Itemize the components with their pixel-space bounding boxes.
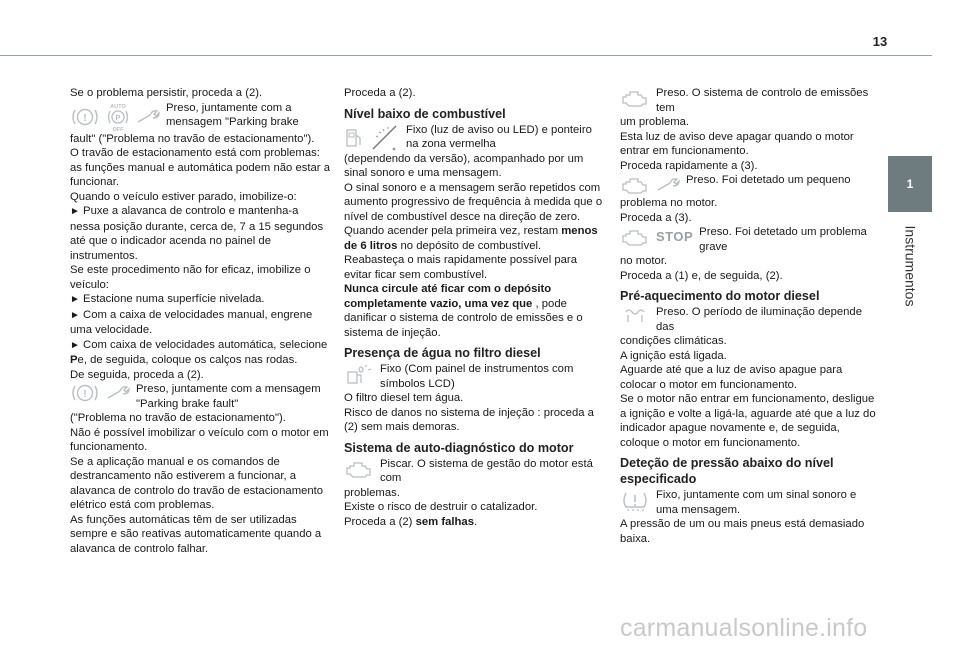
warning-row-minor-engine-fault (620, 173, 880, 196)
water-in-diesel-filter-icon (344, 363, 374, 387)
chapter-tab[interactable]: 1 (888, 156, 932, 212)
paragraph: Se a aplicação manual e os comandos de destrancamento não estiverem a funcionar, a alavanca de controlo do travão de estacionamento elétrico está com problemas. (70, 455, 324, 511)
bullet-item: ► Com caixa de velocidades automática, selecione Pe, de seguida, coloque os calços nas rodas. (70, 338, 328, 366)
warning-row-serious-engine-fault (620, 225, 880, 254)
paragraph: A pressão de um ou mais pneus está demasiado baixa. (620, 518, 865, 545)
column-2 (344, 86, 604, 529)
warning-row-parking-brake-fault (70, 101, 330, 132)
paragraph: Se o problema persistir, proceda a (2). (70, 87, 263, 99)
paragraph: Proceda a (2). (344, 87, 416, 99)
paragraph: problemas. (344, 486, 400, 499)
section-heading: Presença de água no filtro diesel (344, 346, 541, 360)
svg-text:P: P (115, 114, 121, 122)
warning-row-water-in-diesel (344, 362, 604, 391)
paragraph: Fixo (luz de aviso ou LED) e ponteiro na zona vermelha (406, 123, 592, 150)
warning-row-low-fuel (344, 123, 604, 152)
wrench-icon (656, 175, 680, 195)
svg-text:!: ! (83, 112, 87, 124)
paragraph: Proceda rapidamente a (3). (620, 159, 758, 172)
paragraph: Nunca circule até ficar com o depósito completamente vazio, uma vez que , pode danificar o sistema de controlo de emissões e o sistema de injeção. (344, 283, 583, 339)
paragraph: Existe o risco de destruir o catalizador. (344, 501, 538, 513)
paragraph: Fixo, juntamente com um sinal sonoro e uma mensagem. (656, 489, 857, 516)
arrow-bullet-icon: ► (70, 309, 80, 321)
glow-plug-icon (620, 306, 650, 326)
svg-text:!: ! (83, 389, 87, 400)
paragraph: Preso. Foi detetado um pequeno (686, 174, 851, 186)
arrow-bullet-icon: ► (70, 294, 80, 305)
paragraph: Piscar. O sistema de gestão do motor está com (380, 457, 593, 484)
paragraph: condições climáticas. (620, 335, 727, 347)
column-1 (70, 86, 330, 556)
paragraph: Risco de danos no sistema de injeção : proceda a (2) sem mais demoras. (344, 406, 594, 433)
bullet-item: ► Estacione numa superfície nivelada. (70, 293, 265, 305)
warning-row-parking-brake-fault-2 (70, 382, 330, 411)
parking-brake-warning-icon (70, 107, 100, 127)
paragraph: (dependendo da versão), acompanhado por um sinal sonoro e uma mensagem. (344, 152, 584, 179)
paragraph: Preso, juntamente com a mensagem "Parking brake (166, 101, 299, 128)
paragraph: Esta luz de aviso deve apagar quando o motor entrar em funcionamento. (620, 130, 854, 157)
paragraph: O travão de estacionamento está com problemas: as funções manual e automática podem não estar a funcionar. (70, 147, 330, 188)
paragraph: Quando o veículo estiver parado, imobilize-o: (70, 190, 297, 203)
bullet-item: ► Puxe a alavanca de controlo e mantenha-a nessa posição durante, cerca de, 7 a 15 segundos até que o indicador acenda no painel de instrumentos. (70, 205, 324, 262)
paragraph: Quando acender pela primeira vez, restam menos de 6 litros no depósito de combustível. Reabasteça o mais rapidamente possível para evitar ficar sem combustível. (344, 225, 598, 281)
paragraph: Se este procedimento não for eficaz, imobilize o veículo: (70, 264, 311, 291)
arrow-bullet-icon: ► (70, 206, 80, 217)
section-heading: Pré-aquecimento do motor diesel (620, 289, 820, 303)
arrow-bullet-icon: ► (70, 339, 80, 351)
paragraph: Preso. O sistema de controlo de emissões tem (656, 87, 869, 114)
paragraph: Se o motor não entrar em funcionamento, desligue a ignição e volte a ligá-la, aguarde até que a luz do indicador apague novamente e, de seguida, coloque o motor em funcionamento. (620, 393, 876, 449)
bullet-item: ► Com a caixa de velocidades manual, engrene uma velocidade. (70, 308, 313, 336)
fuel-pump-icon (344, 126, 364, 150)
paragraph: Proceda a (2) sem falhas. (344, 515, 478, 528)
paragraph: no motor. (620, 255, 668, 267)
paragraph: A ignição está ligada. (620, 349, 727, 362)
paragraph: Não é possível imobilizar o veículo com o motor em funcionamento. (70, 426, 329, 453)
section-heading: Sistema de auto-diagnóstico do motor (344, 440, 574, 455)
section-heading: Deteção de pressão abaixo do nível especificado (620, 456, 834, 486)
chapter-label: Instrumentos (902, 225, 918, 307)
fuel-gauge-needle-icon (370, 124, 400, 152)
page-number: 13 (872, 34, 888, 49)
warning-row-preheating (620, 305, 880, 334)
engine-icon (344, 458, 374, 480)
paragraph: Proceda a (3). (620, 211, 692, 224)
paragraph: Fixo (Com painel de instrumentos com símbolos LCD) (380, 363, 574, 390)
stop-icon: STOP (656, 228, 694, 244)
column-3 (620, 86, 880, 546)
paragraph: As funções automáticas têm de ser utilizadas sempre e são reativas automaticamente quando a alavanca de controlo falhar. (70, 513, 322, 555)
engine-icon (620, 174, 650, 196)
paragraph: Preso. O período de iluminação depende das (656, 306, 862, 333)
paragraph: um problema. (620, 116, 690, 128)
svg-text:OFF: OFF (112, 126, 124, 132)
paragraph: problema no motor. (620, 197, 718, 209)
paragraph: Proceda a (1) e, de seguida, (2). (620, 269, 783, 282)
warning-row-emissions (620, 86, 880, 115)
paragraph: ("Problema no travão de estacionamento"). (70, 412, 286, 424)
paragraph: Aguarde até que a luz de aviso apague para colocar o motor em funcionamento. (620, 364, 843, 391)
warning-row-tyre-pressure (620, 488, 880, 517)
engine-icon (620, 87, 650, 109)
section-heading: Nível baixo de combustível (344, 106, 506, 121)
paragraph: De seguida, proceda a (2). (70, 368, 204, 381)
warning-row-engine-diagnostic (344, 457, 604, 486)
svg-text:AUTO: AUTO (110, 103, 126, 110)
engine-icon (620, 226, 650, 248)
watermark: carmanualsonline.info (620, 614, 868, 642)
paragraph: O sinal sonoro e a mensagem serão repetidos com aumento progressivo de frequência à medida que o nível de combustível desce na direção de zero. (344, 181, 603, 223)
parking-brake-auto-off-icon (106, 102, 130, 132)
header-rule (0, 55, 932, 56)
paragraph: Preso, juntamente com a mensagem "Parking brake fault" (136, 383, 321, 410)
paragraph: Preso. Foi detetado um problema grave (699, 226, 867, 253)
parking-brake-warning-icon (70, 383, 100, 403)
paragraph: O filtro diesel tem água. (344, 392, 464, 404)
tyre-pressure-icon (620, 489, 650, 513)
wrench-icon (136, 107, 160, 127)
wrench-icon (106, 383, 130, 403)
paragraph: fault" ("Problema no travão de estacionamento"). (70, 132, 315, 145)
